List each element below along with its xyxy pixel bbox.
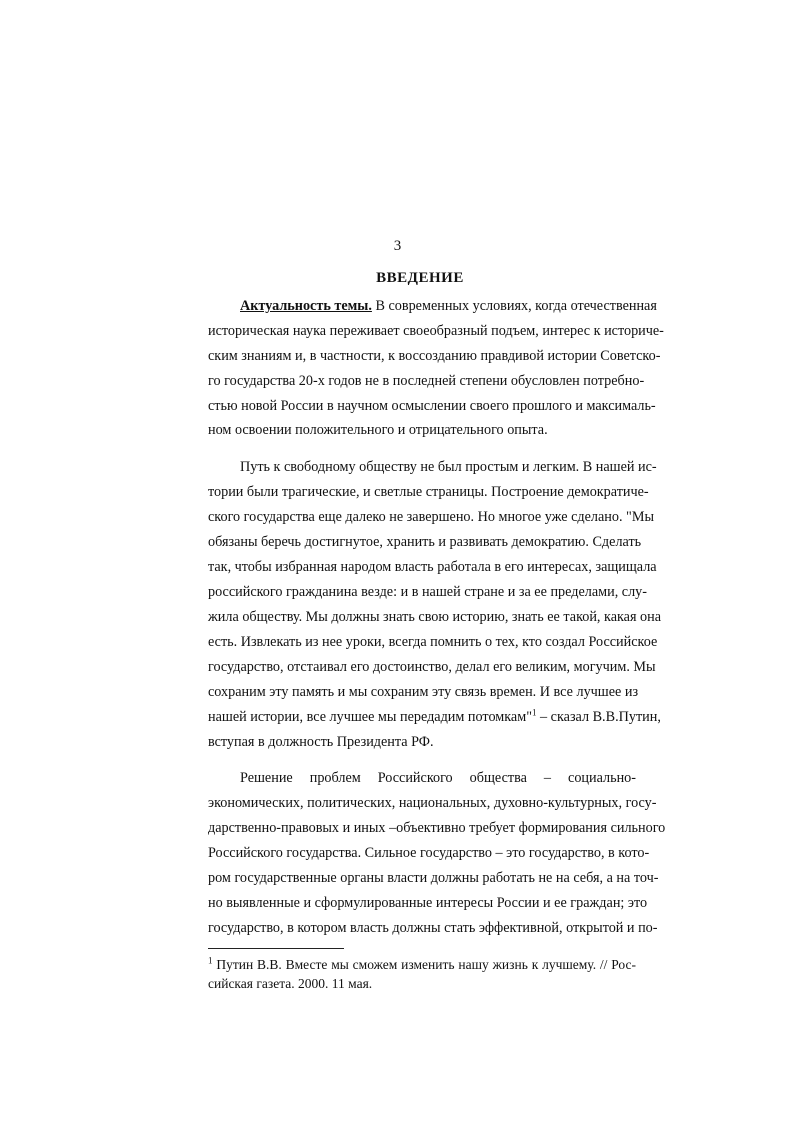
section-heading: ВВЕДЕНИЕ xyxy=(376,270,464,286)
paragraph-2-line: жила обществу. Мы должны знать свою историю, знать ее такой, какая она xyxy=(208,609,662,625)
paragraph-2-line: нашей истории, все лучшее мы передадим потомкам"$^1$ – сказал В.В.Путин, xyxy=(208,707,661,725)
paragraph-2-line: российского гражданина везде: и в нашей стране и за ее пределами, слу- xyxy=(208,584,647,600)
paragraph-2-line: Путь к свободному обществу не был простым и легким. В нашей ис- xyxy=(240,459,657,475)
paragraph-3-line: ром государственные органы власти должны работать не на себя, а на точ- xyxy=(208,870,659,886)
paragraph-2-line: обязаны беречь достигнутое, хранить и развивать демократию. Сделать xyxy=(208,534,642,550)
paragraph-3-line: государство, в котором власть должны стать эффективной, открытой и по- xyxy=(208,920,658,936)
page-number: 3 xyxy=(393,238,402,254)
paragraph-3-line: но выявленные и сформулированные интересы России и ее граждан; это xyxy=(208,895,648,911)
footnote-reference: 1 xyxy=(531,707,537,718)
footnote-separator xyxy=(208,948,344,949)
paragraph-2-line: государство, отстаивал его достоинство, делал его великим, могучим. Мы xyxy=(208,659,656,675)
paragraph-2-line: вступая в должность Президента РФ. xyxy=(208,734,434,750)
paragraph-3-line: Решение проблем Российского общества – социально- xyxy=(240,770,636,786)
paragraph-2-line: сохраним эту память и мы сохраним эту связь времен. И все лучшее из xyxy=(208,684,639,700)
paragraph-3-line: экономических, политических, национальных, духовно-культурных, госу- xyxy=(208,795,657,811)
footnote-line: сийская газета. 2000. 11 мая. xyxy=(208,976,373,991)
paragraph-1-line: ном освоении положительного и отрицательного опыта. xyxy=(208,422,548,438)
paragraph-2-line: есть. Извлекать из нее уроки, всегда помнить о тех, кто создал Российское xyxy=(208,634,658,650)
paragraph-1-line: ским знаниям и, в частности, к воссозданию правдивой истории Советско- xyxy=(208,348,661,364)
paragraph-2-line: так, чтобы избранная народом власть работала в его интересах, защищала xyxy=(208,559,657,575)
paragraph-1-line: стью новой России в научном осмыслении своего прошлого и максималь- xyxy=(208,398,656,414)
paragraph-3-line: Российского государства. Сильное государство – это государство, в кото- xyxy=(208,845,650,861)
paragraph-3-line: дарственно-правовых и иных –объективно требует формирования сильного xyxy=(208,820,666,836)
footnote-line: $^1$ Путин В.В. Вместе мы сможем изменить нашу жизнь к лучшему. // Рос- xyxy=(208,955,636,972)
paragraph-2-line: тории были трагические, и светлые страницы. Построение демократиче- xyxy=(208,484,649,500)
topic-label: Актуальность темы. xyxy=(240,298,372,314)
paragraph-2-line: ского государства еще далеко не завершено. Но многое уже сделано. "Мы xyxy=(208,509,654,525)
paragraph-1-line: Актуальность темы. В современных условиях, когда отечественная xyxy=(240,298,657,314)
footnote-mark: 1 xyxy=(208,955,213,966)
paragraph-1-line: историческая наука переживает своеобразный подъем, интерес к историче- xyxy=(208,323,664,339)
paragraph-1-line: го государства 20-х годов не в последней степени обусловлен потребно- xyxy=(208,373,645,389)
